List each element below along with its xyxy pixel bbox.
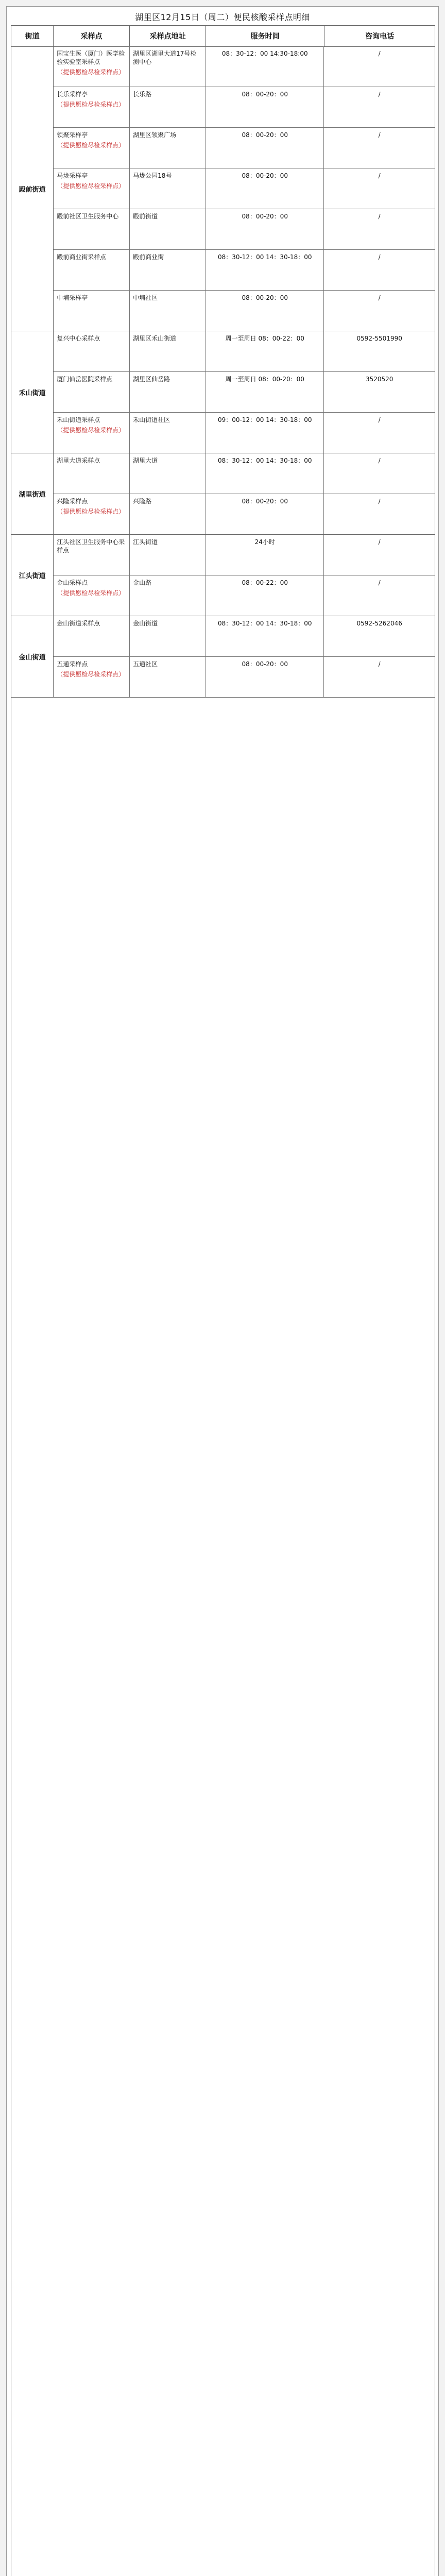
site-hours: 08：00-20：00 bbox=[206, 168, 324, 209]
page-title: 湖里区12月15日（周二）便民核酸采样点明细 bbox=[135, 12, 310, 22]
header-street: 街道 bbox=[11, 26, 54, 46]
header-site: 采样点 bbox=[54, 26, 130, 46]
table-row bbox=[54, 87, 435, 128]
site-phone: / bbox=[378, 660, 381, 668]
site-name: 湖里大道采样点 bbox=[54, 453, 130, 494]
site-address: 中埔社区 bbox=[130, 291, 206, 331]
site-name: 禾山街道采样点 （提供愿检尽检采样点） bbox=[54, 413, 130, 453]
site-name: 江头社区卫生服务中心采样点 bbox=[54, 535, 130, 575]
table-row bbox=[54, 535, 435, 575]
site-phone: / bbox=[378, 579, 381, 586]
table-row bbox=[54, 494, 435, 534]
street-name: 金山街道 bbox=[11, 616, 54, 697]
table-row bbox=[54, 128, 435, 168]
site-phone: / bbox=[378, 294, 381, 301]
site-address: 长乐路 bbox=[130, 87, 206, 127]
site-phone: / bbox=[378, 172, 381, 179]
header-phone: 咨询电话 bbox=[365, 32, 395, 41]
site-address: 殿前街道 bbox=[130, 209, 206, 249]
table-row bbox=[54, 168, 435, 209]
site-hours: 08：30-12：00 14：30-18：00 bbox=[206, 250, 324, 290]
table-row bbox=[54, 209, 435, 250]
site-name: 长乐采样亭 （提供愿检尽检采样点） bbox=[54, 87, 130, 127]
site-phone: 0592-5262046 bbox=[356, 620, 402, 627]
site-address: 禾山街道社区 bbox=[130, 413, 206, 453]
site-name: 厦门仙岳医院采样点 bbox=[54, 372, 130, 412]
site-phone: / bbox=[378, 91, 381, 98]
site-hours: 08：00-20：00 bbox=[206, 128, 324, 168]
site-name: 复兴中心采样点 bbox=[54, 331, 130, 371]
site-address: 湖里区领聚广场 bbox=[130, 128, 206, 168]
site-address: 金山街道 bbox=[130, 616, 206, 656]
site-name: 殿前商业街采样点 bbox=[54, 250, 130, 290]
street-section bbox=[11, 331, 435, 453]
site-address: 兴隆路 bbox=[130, 494, 206, 534]
table-row bbox=[54, 657, 435, 697]
site-name: 五通采样点 （提供愿检尽检采样点） bbox=[54, 657, 130, 697]
table-row bbox=[54, 291, 435, 331]
site-hours: 08：00-20：00 bbox=[206, 87, 324, 127]
header-hours: 服务时间 bbox=[206, 26, 324, 46]
site-name: 兴隆采样点 （提供愿检尽检采样点） bbox=[54, 494, 130, 534]
site-hours: 08：00-22：00 bbox=[206, 575, 324, 616]
site-name: 中埔采样亭 bbox=[54, 291, 130, 331]
site-address: 马垅公园18号 bbox=[130, 168, 206, 209]
site-phone: 0592-5501990 bbox=[356, 335, 402, 342]
site-hours: 08：00-20：00 bbox=[206, 657, 324, 697]
street-items bbox=[54, 535, 435, 616]
street-items bbox=[54, 616, 435, 697]
site-address: 湖里区仙岳路 bbox=[130, 372, 206, 412]
street-section bbox=[11, 46, 435, 331]
sampling-table bbox=[11, 25, 435, 2576]
street-items bbox=[54, 331, 435, 453]
site-name: 殿前社区卫生服务中心 bbox=[54, 209, 130, 249]
site-hours: 08：00-20：00 bbox=[206, 291, 324, 331]
site-address: 殿前商业街 bbox=[130, 250, 206, 290]
site-name: 金山采样点 （提供愿检尽检采样点） bbox=[54, 575, 130, 616]
site-hours: 08：30-12：00 14:30-18:00 bbox=[206, 46, 324, 87]
street-name: 禾山街道 bbox=[11, 331, 54, 453]
site-phone: 3520520 bbox=[365, 376, 393, 383]
site-address: 江头街道 bbox=[130, 535, 206, 575]
site-name: 国宝生医（厦门）医学检验实验室采样点 （提供愿检尽检采样点） bbox=[54, 46, 130, 87]
site-phone: / bbox=[378, 498, 381, 505]
bottom-spacer bbox=[11, 698, 435, 713]
site-address: 湖里区湖里大道17号检测中心 bbox=[130, 46, 206, 87]
site-address: 五通社区 bbox=[130, 657, 206, 697]
street-section bbox=[11, 535, 435, 616]
site-hours: 08：00-20：00 bbox=[206, 209, 324, 249]
site-phone: / bbox=[378, 50, 381, 57]
street-items bbox=[54, 46, 435, 331]
site-name: 金山街道采样点 bbox=[54, 616, 130, 656]
table-row bbox=[54, 250, 435, 291]
site-phone: / bbox=[378, 131, 381, 139]
site-address: 湖里区禾山街道 bbox=[130, 331, 206, 371]
site-hours: 周一至周日 08：00-22：00 bbox=[206, 331, 324, 371]
table-row bbox=[54, 331, 435, 372]
site-address: 湖里大道 bbox=[130, 453, 206, 494]
table-body bbox=[11, 46, 435, 2576]
site-hours: 08：30-12：00 14：30-18：00 bbox=[206, 453, 324, 494]
site-phone: / bbox=[378, 538, 381, 546]
site-address: 金山路 bbox=[130, 575, 206, 616]
table-row bbox=[54, 413, 435, 453]
street-name: 殿前街道 bbox=[11, 46, 54, 331]
site-phone: / bbox=[378, 457, 381, 464]
street-name: 江头街道 bbox=[11, 535, 54, 616]
site-phone: / bbox=[378, 416, 381, 423]
street-name: 湖里街道 bbox=[11, 453, 54, 534]
street-section bbox=[11, 453, 435, 535]
street-items bbox=[54, 453, 435, 534]
table-row bbox=[54, 46, 435, 87]
table-row bbox=[54, 575, 435, 616]
document-page bbox=[6, 6, 439, 2576]
header-address: 采样点地址 bbox=[130, 26, 206, 46]
site-name: 领聚采样亭 （提供愿检尽检采样点） bbox=[54, 128, 130, 168]
table-row bbox=[54, 372, 435, 413]
table-row bbox=[54, 453, 435, 494]
site-hours: 周一至周日 08：00-20：00 bbox=[206, 372, 324, 412]
site-phone: / bbox=[378, 213, 381, 220]
table-row bbox=[54, 616, 435, 657]
site-phone: / bbox=[378, 253, 381, 261]
site-hours: 09：00-12：00 14：30-18：00 bbox=[206, 413, 324, 453]
site-name: 马垅采样亭 （提供愿检尽检采样点） bbox=[54, 168, 130, 209]
site-hours: 08：30-12：00 14：30-18：00 bbox=[206, 616, 324, 656]
street-section bbox=[11, 616, 435, 698]
site-hours: 24小时 bbox=[206, 535, 324, 575]
site-hours: 08：00-20：00 bbox=[206, 494, 324, 534]
table-header bbox=[11, 26, 435, 47]
